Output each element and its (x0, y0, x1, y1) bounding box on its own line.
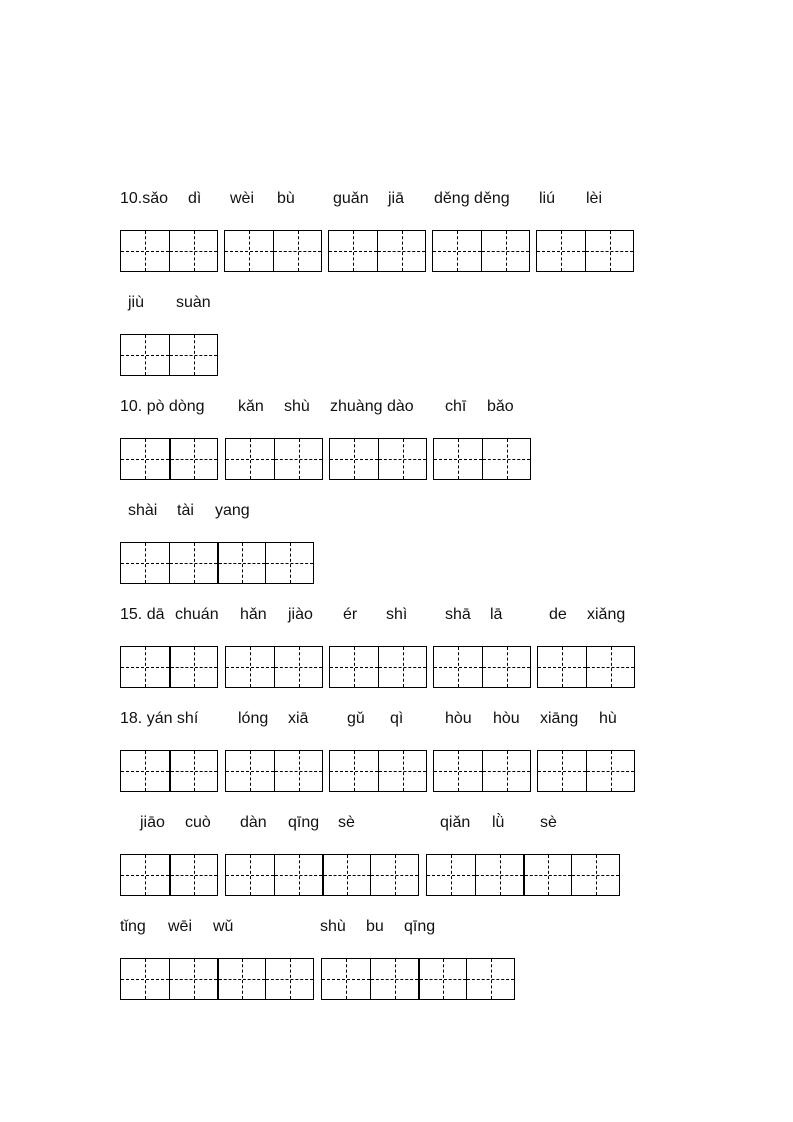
tianzige-cell[interactable] (169, 231, 217, 271)
tianzige-cell[interactable] (274, 647, 322, 687)
pinyin-word: shì (386, 606, 408, 623)
pinyin-word: lóng (238, 710, 269, 727)
tianzige-cell[interactable] (274, 751, 322, 791)
pinyin-word: qīng (288, 814, 320, 831)
tianzige-cell[interactable] (538, 647, 586, 687)
pinyin-word: 10.sǎo (120, 190, 169, 207)
tianzige-cell[interactable] (121, 543, 169, 583)
writing-box-group (120, 646, 218, 688)
tianzige-cell[interactable] (434, 439, 482, 479)
tianzige-cell[interactable] (121, 335, 169, 375)
tianzige-cell[interactable] (538, 751, 586, 791)
pinyin-word: tǐng (120, 918, 146, 935)
writing-box-group (120, 750, 218, 792)
writing-box-group (120, 438, 218, 480)
tianzige-cell[interactable] (217, 959, 265, 999)
pinyin-word: gǔ (347, 710, 365, 727)
tianzige-cell[interactable] (482, 751, 530, 791)
tianzige-cell[interactable] (322, 855, 370, 895)
pinyin-word: xiǎng (587, 606, 626, 623)
tianzige-cell[interactable] (466, 959, 514, 999)
pinyin-word: lā (490, 606, 503, 623)
pinyin-word: lèi (586, 190, 603, 207)
tianzige-cell[interactable] (273, 231, 321, 271)
tianzige-cell[interactable] (378, 439, 426, 479)
pinyin-word: guǎn (333, 190, 369, 207)
pinyin-word: hòu (445, 710, 472, 727)
tianzige-cell[interactable] (226, 751, 274, 791)
pinyin-word: liú (539, 190, 556, 207)
pinyin-word: ér (343, 606, 358, 623)
writing-box-group (426, 854, 620, 896)
tianzige-cell[interactable] (169, 335, 217, 375)
tianzige-cell[interactable] (370, 855, 418, 895)
tianzige-cell[interactable] (586, 647, 634, 687)
tianzige-cell[interactable] (274, 439, 322, 479)
tianzige-cell[interactable] (169, 647, 217, 687)
tianzige-cell[interactable] (121, 439, 169, 479)
pinyin-word: cuò (185, 814, 211, 831)
tianzige-cell[interactable] (169, 751, 217, 791)
pinyin-word: xiāng (540, 710, 579, 727)
writing-box-group (120, 958, 314, 1000)
writing-box-group (329, 646, 427, 688)
pinyin-word: sè (338, 814, 355, 831)
pinyin-word: wèi (230, 190, 255, 207)
pinyin-word: jiāo (140, 814, 165, 831)
tianzige-cell[interactable] (121, 751, 169, 791)
writing-box-group (537, 646, 635, 688)
tianzige-cell[interactable] (330, 647, 378, 687)
writing-box-group (120, 542, 314, 584)
pinyin-word: jiào (288, 606, 313, 623)
tianzige-cell[interactable] (537, 231, 585, 271)
tianzige-cell[interactable] (225, 231, 273, 271)
tianzige-cell[interactable] (370, 959, 418, 999)
pinyin-word: jiù (128, 294, 145, 311)
tianzige-cell[interactable] (427, 855, 475, 895)
pinyin-word: lǜ (492, 814, 505, 831)
pinyin-word: hòu (493, 710, 520, 727)
writing-box-group (225, 750, 323, 792)
pinyin-word: chī (445, 398, 467, 415)
writing-box-group (433, 646, 531, 688)
pinyin-word: kǎn (238, 398, 264, 415)
writing-box-group (225, 854, 419, 896)
tianzige-cell[interactable] (217, 543, 265, 583)
writing-box-group (536, 230, 634, 272)
tianzige-cell[interactable] (585, 231, 633, 271)
pinyin-word: shù (320, 918, 346, 935)
tianzige-cell[interactable] (482, 647, 530, 687)
tianzige-cell[interactable] (121, 231, 169, 271)
tianzige-cell[interactable] (434, 647, 482, 687)
tianzige-cell[interactable] (121, 959, 169, 999)
pinyin-word: jiā (388, 190, 405, 207)
writing-box-group (224, 230, 322, 272)
writing-box-group (537, 750, 635, 792)
pinyin-word: zhuàng dào (330, 398, 414, 415)
tianzige-cell[interactable] (523, 855, 571, 895)
writing-box-group (225, 438, 323, 480)
writing-box-group (433, 750, 531, 792)
writing-box-group (328, 230, 426, 272)
writing-box-group (329, 750, 427, 792)
tianzige-cell[interactable] (481, 231, 529, 271)
tianzige-cell[interactable] (226, 439, 274, 479)
pinyin-word: bu (366, 918, 384, 935)
pinyin-word: tài (177, 502, 194, 519)
pinyin-word: chuán (175, 606, 219, 623)
tianzige-cell[interactable] (378, 647, 426, 687)
tianzige-cell[interactable] (265, 543, 313, 583)
tianzige-cell[interactable] (330, 439, 378, 479)
pinyin-word: wēi (168, 918, 193, 935)
tianzige-cell[interactable] (378, 751, 426, 791)
pinyin-word: 10. pò dòng (120, 398, 205, 415)
tianzige-cell[interactable] (121, 855, 169, 895)
tianzige-cell[interactable] (265, 959, 313, 999)
writing-box-group (120, 334, 218, 376)
pinyin-word: dàn (240, 814, 267, 831)
pinyin-word: shài (128, 502, 158, 519)
tianzige-cell[interactable] (121, 647, 169, 687)
tianzige-cell[interactable] (274, 855, 322, 895)
pinyin-word: 15. dā (120, 606, 165, 623)
tianzige-cell[interactable] (169, 959, 217, 999)
tianzige-cell[interactable] (226, 855, 274, 895)
pinyin-word: bǎo (487, 398, 514, 415)
writing-box-group (120, 854, 218, 896)
tianzige-cell[interactable] (586, 751, 634, 791)
pinyin-word: xiā (288, 710, 309, 727)
pinyin-word: wǔ (213, 918, 234, 935)
tianzige-cell[interactable] (169, 543, 217, 583)
writing-box-group (321, 958, 515, 1000)
tianzige-cell[interactable] (433, 231, 481, 271)
tianzige-cell[interactable] (418, 959, 466, 999)
pinyin-word: qīng (404, 918, 436, 935)
tianzige-cell[interactable] (226, 647, 274, 687)
tianzige-cell[interactable] (571, 855, 619, 895)
pinyin-word: de (549, 606, 567, 623)
writing-box-group (120, 230, 218, 272)
tianzige-cell[interactable] (330, 751, 378, 791)
tianzige-cell[interactable] (322, 959, 370, 999)
tianzige-cell[interactable] (169, 439, 217, 479)
pinyin-word: 18. yán shí (120, 710, 199, 727)
pinyin-word: sè (540, 814, 557, 831)
tianzige-cell[interactable] (482, 439, 530, 479)
tianzige-cell[interactable] (475, 855, 523, 895)
writing-box-group (433, 438, 531, 480)
tianzige-cell[interactable] (169, 855, 217, 895)
pinyin-word: qiǎn (440, 814, 471, 831)
pinyin-word: dì (188, 190, 202, 207)
tianzige-cell[interactable] (377, 231, 425, 271)
pinyin-word: shā (445, 606, 471, 623)
pinyin-word: hǎn (240, 606, 267, 623)
pinyin-word: suàn (176, 294, 211, 311)
pinyin-word: děng děng (434, 190, 510, 207)
pinyin-word: shù (284, 398, 310, 415)
writing-box-group (329, 438, 427, 480)
pinyin-word: bù (277, 190, 295, 207)
writing-box-group (432, 230, 530, 272)
pinyin-word: yang (215, 502, 250, 519)
tianzige-cell[interactable] (329, 231, 377, 271)
pinyin-word: hù (599, 710, 617, 727)
writing-box-group (225, 646, 323, 688)
pinyin-word: qì (390, 710, 404, 727)
tianzige-cell[interactable] (434, 751, 482, 791)
